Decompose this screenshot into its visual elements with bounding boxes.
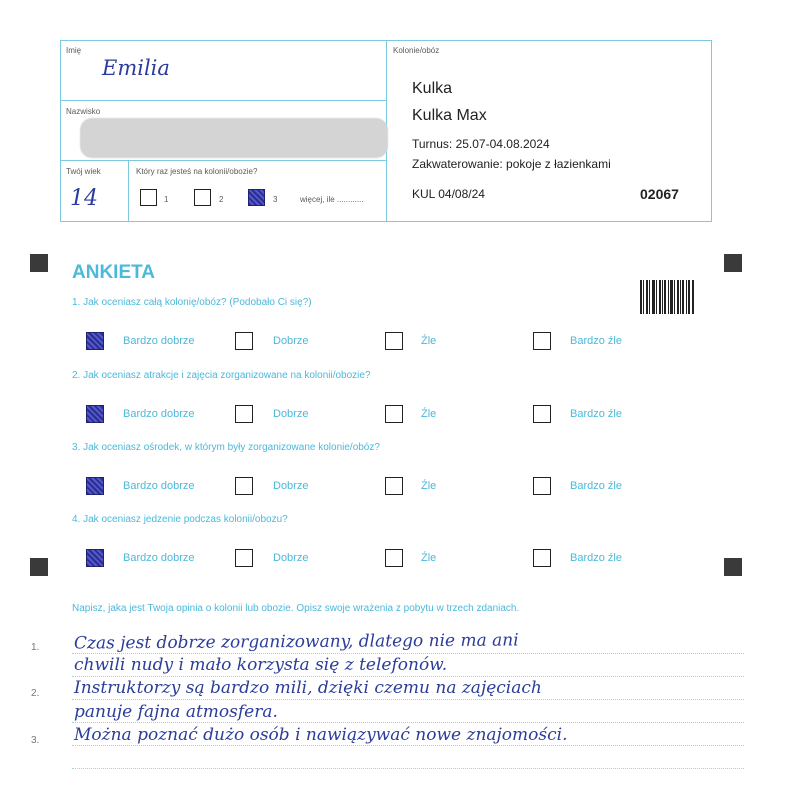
opinion-line-6 (72, 768, 744, 769)
question-2-checkbox-2[interactable] (235, 405, 253, 423)
question-4-checkbox-4[interactable] (533, 549, 551, 567)
question-1-option-3-label: Źle (421, 335, 437, 347)
question-3-checkbox-2[interactable] (235, 477, 253, 495)
opinion-number-1: 1. (31, 642, 40, 653)
opinion-text-line-4[interactable]: panuje fajna atmosfera. (74, 702, 278, 722)
opinion-line-2 (72, 676, 744, 677)
barcode-icon (640, 280, 694, 314)
question-3-checkbox-1[interactable] (86, 477, 104, 495)
opinion-text-line-1[interactable]: Czas jest dobrze zorganizowany, dlatego nie ma ani (73, 630, 519, 654)
registration-mark-top-left (30, 254, 48, 272)
camp-code: KUL 04/08/24 (412, 187, 485, 201)
wiek-value[interactable]: 14 (70, 186, 98, 211)
kolonie-label: Kolonie/obóz (393, 46, 440, 55)
question-2-checkbox-1[interactable] (86, 405, 104, 423)
imie-label: Imię (66, 46, 82, 55)
ktory-raz-option-wiecej: więcej, ile ............ (300, 195, 364, 204)
registration-mark-bottom-left (30, 558, 48, 576)
registration-mark-bottom-right (724, 558, 742, 576)
zakwaterowanie: Zakwaterowanie: pokoje z łazienkami (412, 157, 611, 171)
question-4-option-4-label: Bardzo źle (570, 552, 622, 564)
camp-name-2: Kulka Max (412, 107, 487, 124)
nazwisko-label: Nazwisko (66, 107, 101, 116)
form-number: 02067 (640, 186, 679, 202)
question-3-option-4-label: Bardzo źle (570, 480, 622, 492)
ktory-raz-label: Który raz jesteś na kolonii/obozie? (136, 167, 258, 176)
nazwisko-redacted (80, 118, 388, 158)
question-2-option-2-label: Dobrze (273, 408, 309, 420)
question-2-text: 2. Jak oceniasz atrakcje i zajęcia zorganizowane na kolonii/obozie? (72, 370, 371, 381)
question-3-checkbox-3[interactable] (385, 477, 403, 495)
question-1-option-1-label: Bardzo dobrze (123, 335, 195, 347)
question-4-text: 4. Jak oceniasz jedzenie podczas kolonii/obozu? (72, 514, 288, 525)
question-1-checkbox-4[interactable] (533, 332, 551, 350)
opinion-line-3 (72, 699, 744, 700)
ktory-raz-checkbox-3[interactable] (248, 189, 265, 206)
ktory-raz-option-2: 2 (219, 195, 224, 204)
question-1-checkbox-3[interactable] (385, 332, 403, 350)
opinion-number-2: 2. (31, 688, 40, 699)
question-4-checkbox-3[interactable] (385, 549, 403, 567)
question-3-text: 3. Jak oceniasz ośrodek, w którym były zorganizowane kolonie/obóz? (72, 442, 380, 453)
opinion-number-3: 3. (31, 735, 40, 746)
question-4-option-1-label: Bardzo dobrze (123, 552, 195, 564)
registration-mark-top-right (724, 254, 742, 272)
question-1-checkbox-2[interactable] (235, 332, 253, 350)
question-1-option-2-label: Dobrze (273, 335, 309, 347)
question-3-checkbox-4[interactable] (533, 477, 551, 495)
turnus: Turnus: 25.07-04.08.2024 (412, 137, 550, 151)
question-4-checkbox-2[interactable] (235, 549, 253, 567)
question-3-option-1-label: Bardzo dobrze (123, 480, 195, 492)
question-2-option-4-label: Bardzo źle (570, 408, 622, 420)
question-1-text: 1. Jak oceniasz całą kolonię/obóz? (Podobało Ci się?) (72, 297, 312, 308)
question-1-option-4-label: Bardzo źle (570, 335, 622, 347)
opinion-line-4 (72, 722, 744, 723)
question-2-option-3-label: Źle (421, 408, 437, 420)
ktory-raz-checkbox-2[interactable] (194, 189, 211, 206)
question-2-option-1-label: Bardzo dobrze (123, 408, 195, 420)
question-2-checkbox-3[interactable] (385, 405, 403, 423)
question-2-checkbox-4[interactable] (533, 405, 551, 423)
survey-title: ANKIETA (72, 262, 156, 283)
header-divider-2 (60, 160, 387, 161)
ktory-raz-checkbox-1[interactable] (140, 189, 157, 206)
opinion-prompt: Napisz, jaka jest Twoja opinia o kolonii lub obozie. Opisz swoje wrażenia z pobytu w trzech zdaniach. (72, 603, 520, 614)
ktory-raz-option-1: 1 (164, 195, 169, 204)
question-1-checkbox-1[interactable] (86, 332, 104, 350)
opinion-line-5 (72, 745, 744, 746)
question-3-option-3-label: Źle (421, 480, 437, 492)
opinion-text-line-5[interactable]: Można poznać dużo osób i nawiązywać nowe znajomości. (74, 725, 568, 745)
question-4-option-3-label: Źle (421, 552, 437, 564)
opinion-text-line-3[interactable]: Instruktorzy są bardzo mili, dzięki czemu na zajęciach (74, 678, 542, 698)
imie-value[interactable]: Emilia (102, 56, 170, 80)
question-4-checkbox-1[interactable] (86, 549, 104, 567)
wiek-label: Twój wiek (66, 167, 101, 176)
header-divider-3 (128, 160, 129, 222)
opinion-line-1 (72, 653, 744, 654)
question-4-option-2-label: Dobrze (273, 552, 309, 564)
camp-name: Kulka (412, 80, 453, 97)
question-3-option-2-label: Dobrze (273, 480, 309, 492)
opinion-text-line-2[interactable]: chwili nudy i mało korzysta się z telefonów. (74, 655, 448, 675)
header-divider-1 (60, 100, 387, 101)
ktory-raz-option-3: 3 (273, 195, 278, 204)
